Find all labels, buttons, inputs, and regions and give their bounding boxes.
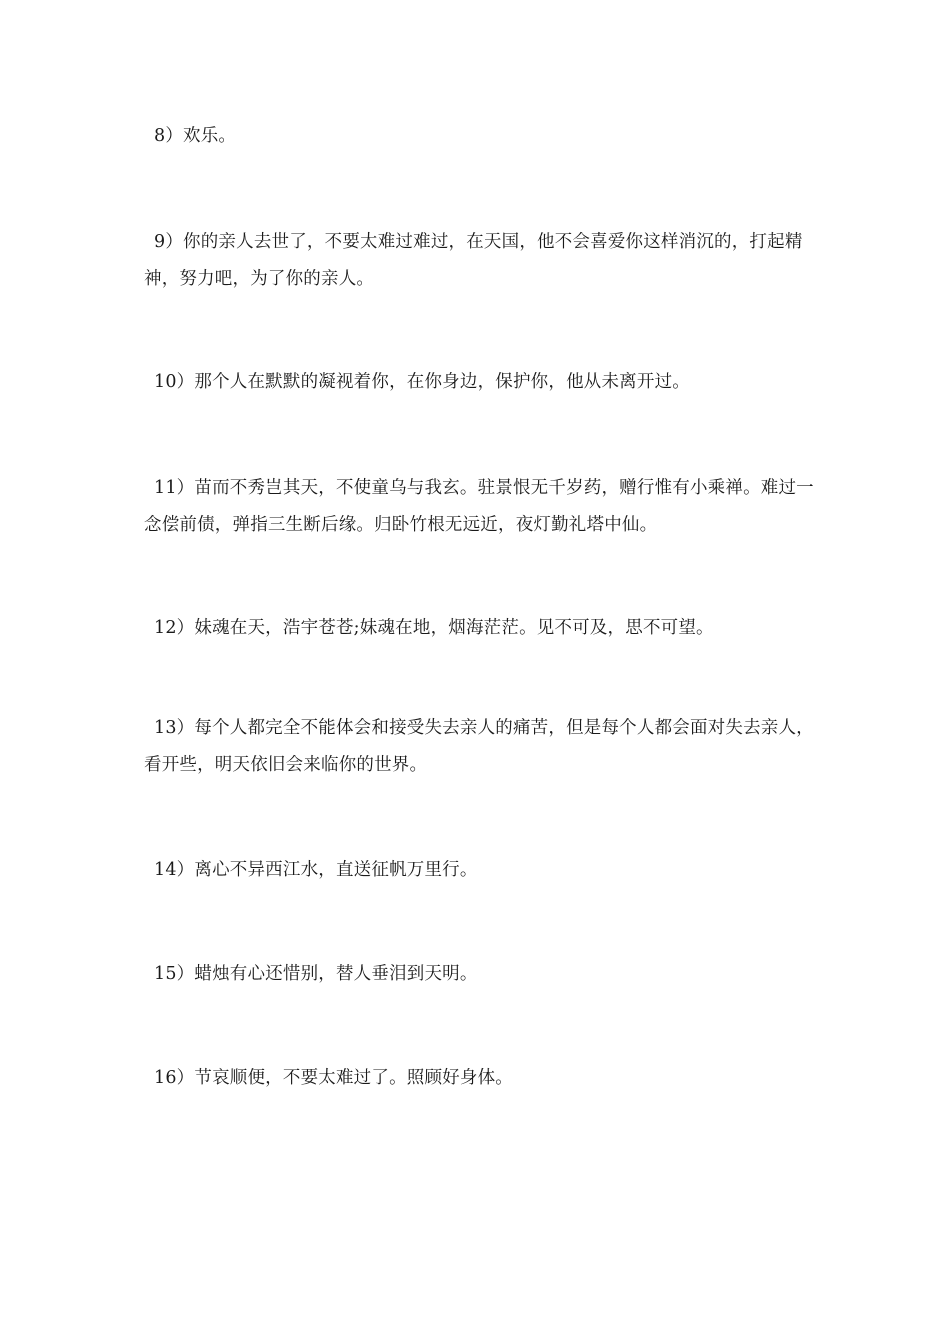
paragraph-15: 15）蜡烛有心还惜别，替人垂泪到天明。 <box>154 964 478 984</box>
paragraph-10: 10）那个人在默默的凝视着你，在你身边，保护你，他从未离开过。 <box>154 372 690 392</box>
paragraph-12: 12）妹魂在天，浩宇苍苍;妹魂在地，烟海茫茫。见不可及，思不可望。 <box>154 618 714 638</box>
paragraph-14: 14）离心不异西江水，直送征帆万里行。 <box>154 860 478 880</box>
paragraph-8: 8）欢乐。 <box>154 126 237 146</box>
paragraph-11: 11）苗而不秀岂其天，不使童乌与我玄。驻景恨无千岁药，赠行惟有小乘禅。难过一念偿前债，弹指三生断后缘。归卧竹根无远近，夜灯勤礼塔中仙。 <box>144 478 814 535</box>
paragraph-9: 9）你的亲人去世了，不要太难过难过，在天国，他不会喜爱你这样消沉的，打起精神，努力吧，为了你的亲人。 <box>144 232 803 289</box>
paragraph-13: 13）每个人都完全不能体会和接受失去亲人的痛苦，但是每个人都会面对失去亲人，看开些，明天依旧会来临你的世界。 <box>144 718 814 775</box>
paragraph-16: 16）节哀顺便，不要太难过了。照顾好身体。 <box>154 1068 513 1088</box>
